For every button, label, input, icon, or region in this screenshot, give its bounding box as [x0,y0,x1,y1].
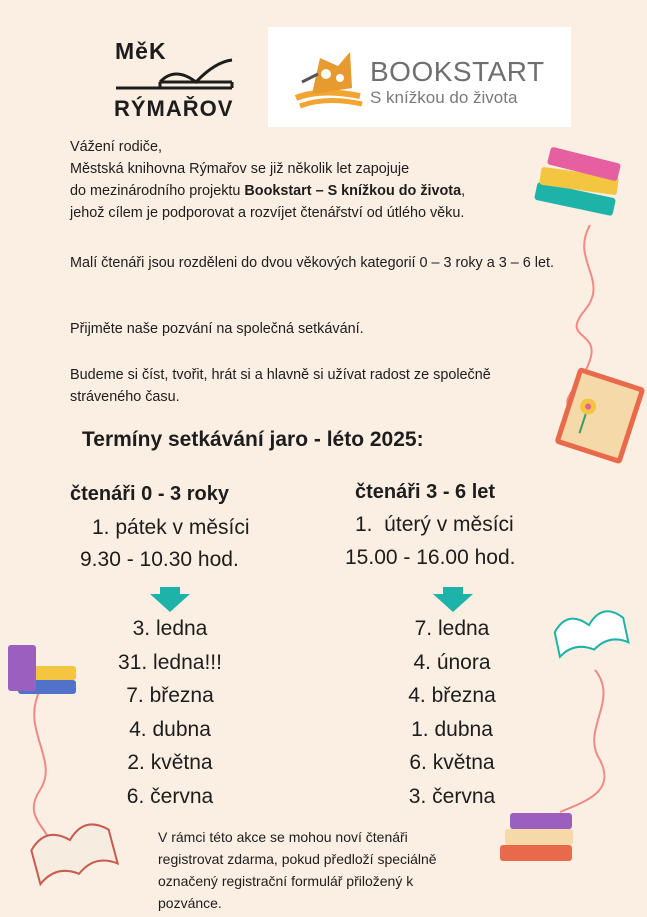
open-book-icon [554,367,645,465]
intro-line: jehož cílem je podporovat a rozvíjet čtenářství od útlého věku. [70,205,465,221]
bookstart-bird-logo-icon [290,38,368,116]
group-title: čtenáři 3 - 6 let [355,481,496,503]
date-item: 3. června [408,784,496,808]
group-time: 9.30 - 10.30 hod. [80,548,239,571]
date-item: 6. května [409,751,495,775]
open-book-icon [29,820,118,884]
bookstart-title: BOOKSTART [370,56,545,87]
book-stack-icon [500,813,573,861]
group-day: 1. pátek v měsíci [92,516,250,539]
date-item: 7. ledna [414,617,490,640]
date-item: 4. března [408,684,496,708]
date-list [352,612,552,814]
date-item: 31. ledna!!! [118,650,222,674]
date-list [70,612,270,814]
date-item: 7. března [126,684,214,708]
group-title: čtenáři 0 - 3 roky [70,483,229,505]
mek-logo-bottom: RÝMAŘOV [114,96,234,121]
intro-line [70,180,540,202]
date-item: 4. dubna [129,717,211,741]
book-stack-icon [8,645,76,694]
greeting: Vážení rodiče, [70,139,162,155]
project-name: Bookstart – S knížkou do života [244,183,462,199]
down-arrow-icon [150,594,190,612]
date-item: 2. května [127,751,213,775]
book-stack-icon [534,147,621,217]
date-item: 4. února [413,650,491,674]
schedule-heading: Termíny setkávání jaro - léto 2025: [82,428,424,451]
mek-logo-top: MěK [115,38,167,64]
intro-text: , [461,183,466,199]
group-day: 1. úterý v měsíci [355,513,514,536]
intro-paragraph [70,158,540,224]
date-item: 1. dubna [411,717,493,741]
squiggle-line [560,670,604,812]
activity-paragraph: Budeme si číst, tvořit, hrát si a hlavně si užívat radost ze společně stráveného času. [70,367,491,405]
invite-paragraph: Přijměte naše pozvání na společná setkávání. [70,321,364,337]
date-item: 6. června [126,784,214,808]
date-item: 3. ledna [132,617,208,640]
footer-note: V rámci této akce se mohou noví čtenáři registrovat zdarma, pokud předloží speciálně označený registrační formulář přiložený k pozvánce. [158,829,437,911]
intro-text: do mezinárodního projektu [70,183,245,199]
intro-line: Městská knihovna Rýmařov se již několik let zapojuje [70,161,410,177]
squiggle-line [34,690,51,850]
down-arrow-icon [433,594,473,612]
group-time: 15.00 - 16.00 hod. [345,546,516,569]
bookstart-subtitle: S knížkou do života [370,88,518,107]
categories-paragraph: Malí čtenáři jsou rozděleni do dvou věkových kategorií 0 – 3 roky a 3 – 6 let. [70,255,554,271]
open-book-icon [553,608,629,657]
